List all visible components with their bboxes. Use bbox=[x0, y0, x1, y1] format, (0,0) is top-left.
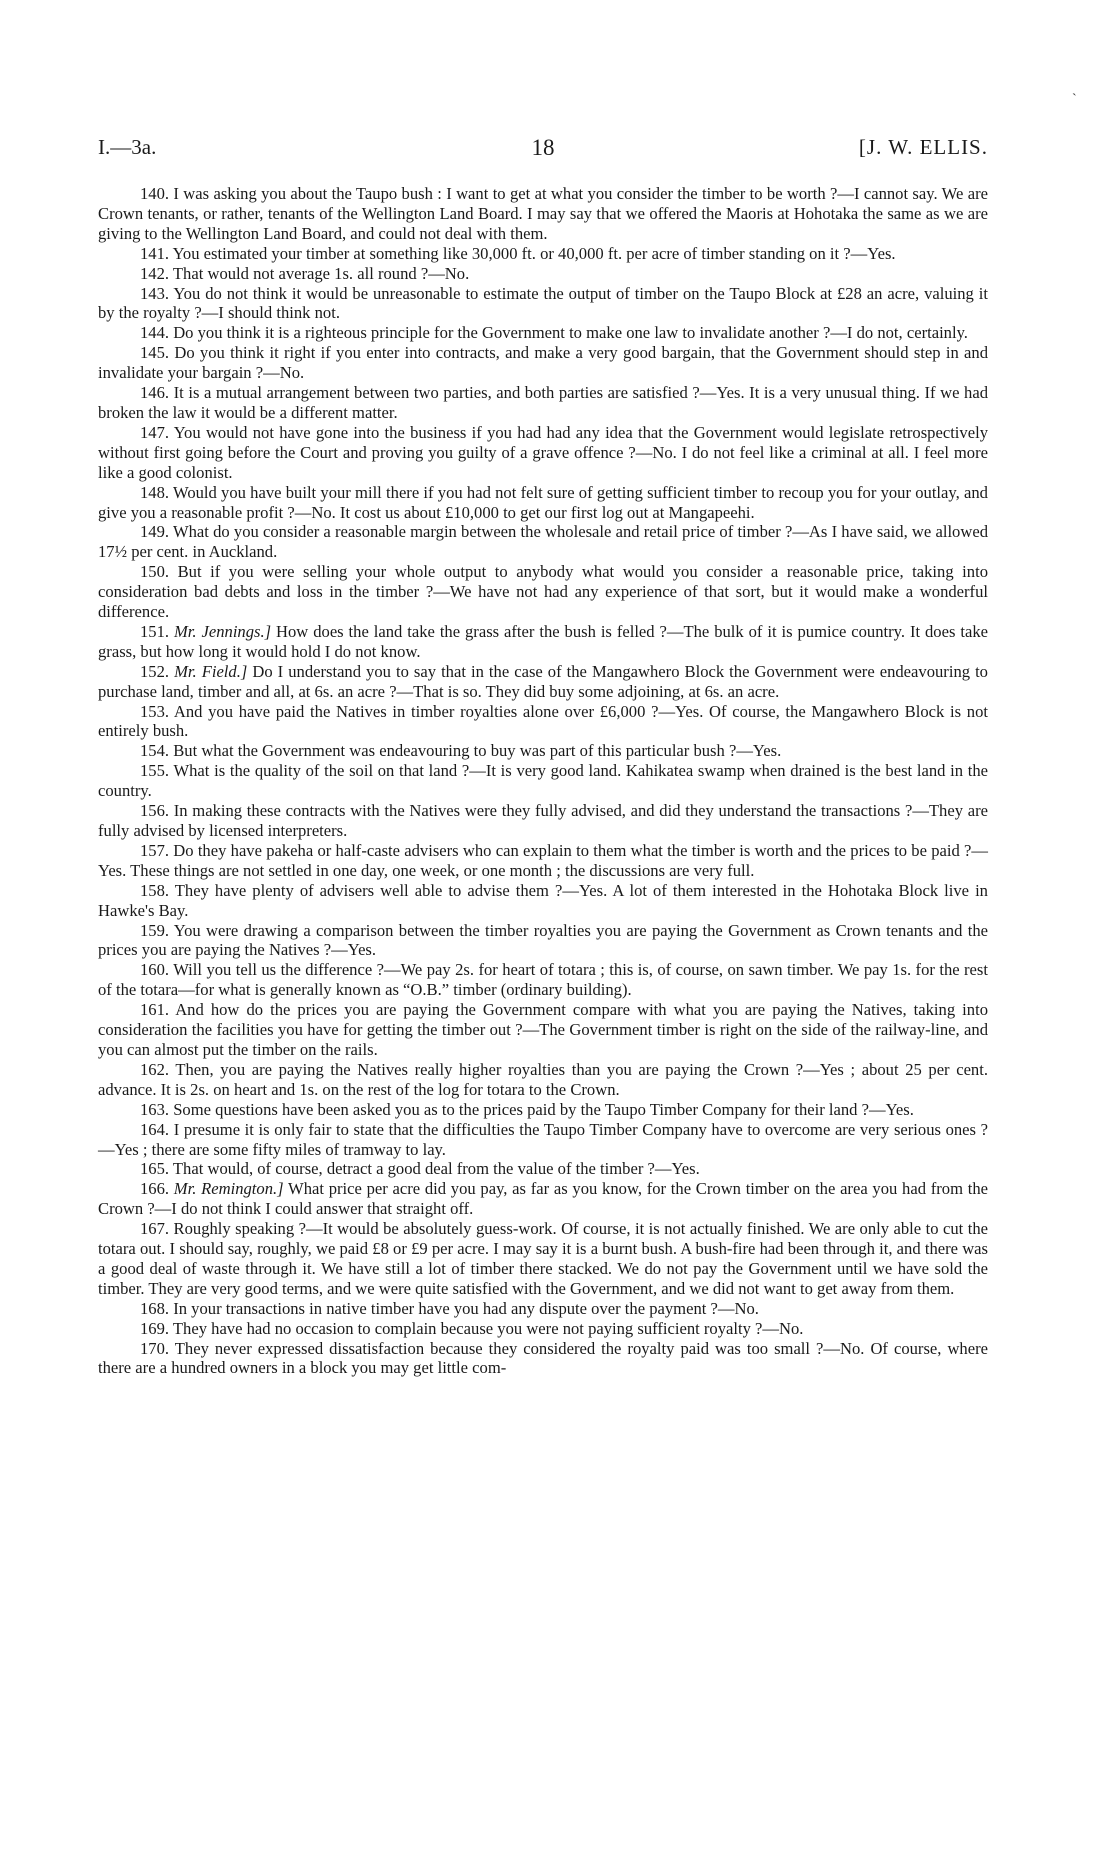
question-text: That would, of course, detract a good deal from the value of the timber ?—Yes. bbox=[172, 1159, 700, 1179]
question-text: Do you think it is a righteous principle for the Government to make one law to invalidate another ?—I do not, certainly. bbox=[173, 323, 968, 343]
question-number: 142. bbox=[140, 263, 170, 283]
question-paragraph bbox=[98, 323, 988, 343]
question-paragraph bbox=[98, 562, 988, 622]
question-text: They have plenty of advisers well able to advise them ?—Yes. A lot of them interested in the Hohotaka Block live in Hawke's Bay. bbox=[98, 880, 988, 920]
question-paragraph bbox=[98, 662, 988, 702]
question-paragraph bbox=[98, 1299, 988, 1319]
question-number: 140. bbox=[140, 184, 170, 203]
question-number: 170. bbox=[140, 1338, 170, 1358]
question-number: 153. bbox=[140, 701, 170, 721]
question-text: I presume it is only fair to state that the difficulties the Taupo Timber Company have to overcome are very serious ones ?—Yes ; there are some fifty miles of tramway to lay. bbox=[98, 1119, 988, 1159]
speaker-name: Mr. Field.] bbox=[174, 661, 248, 681]
page-number: 18 bbox=[531, 135, 555, 160]
question-number: 159. bbox=[140, 920, 170, 940]
page-header bbox=[98, 135, 988, 165]
question-paragraph bbox=[98, 1159, 988, 1179]
question-number: 168. bbox=[140, 1298, 170, 1318]
question-text: I was asking you about the Taupo bush : I want to get at what you consider the timber to be worth ?—I cannot say. We are Crown tenants, or rather, tenants of the Wellington Land Board. I may say that we offered the Maoris at Hohotaka the same as we are giving to the Wellington Land Board, and could not deal with them. bbox=[98, 184, 988, 243]
question-paragraph bbox=[98, 741, 988, 761]
question-number: 144. bbox=[140, 323, 170, 343]
question-paragraph bbox=[98, 1339, 988, 1379]
question-paragraph bbox=[98, 423, 988, 483]
question-paragraph bbox=[98, 264, 988, 284]
question-number: 155. bbox=[140, 761, 170, 781]
question-paragraph bbox=[98, 483, 988, 523]
question-text: Do they have pakeha or half-caste advisers who can explain to them what the timber is worth and the prices to be paid ?—Yes. These things are not settled in one day, one week, or one month ; the discussions are very full. bbox=[98, 840, 988, 880]
question-text: How does the land take the grass after the bush is felled ?—The bulk of it is pumice country. It does take grass, but how long it would hold I do not know. bbox=[98, 621, 988, 661]
document-reference: I.—3a. bbox=[98, 135, 157, 159]
question-text: Then, you are paying the Natives really higher royalties than you are paying the Crown ?—Yes ; about 25 per cent. advance. It is 2s. on heart and 1s. on the rest of the log for totara to the Crown. bbox=[98, 1059, 988, 1099]
question-number: 167. bbox=[140, 1219, 170, 1239]
question-number: 154. bbox=[140, 741, 170, 761]
question-text: But if you were selling your whole output to anybody what would you consider a reasonable price, taking into consideration bad debts and loss in the timber ?—We have not had any experience of that sort, but it would make a wonderful difference. bbox=[98, 562, 988, 622]
question-paragraph bbox=[98, 184, 988, 244]
question-text: What is the quality of the soil on that land ?—It is very good land. Kahikatea swamp when drained is the best land in the country. bbox=[98, 761, 988, 801]
question-number: 161. bbox=[140, 1000, 170, 1020]
question-number: 169. bbox=[140, 1318, 170, 1338]
question-paragraph bbox=[98, 1219, 988, 1299]
question-paragraph bbox=[98, 921, 988, 961]
question-text: Do I understand you to say that in the case of the Mangawhero Block the Government were endeavouring to purchase land, timber and all, at 6s. an acre ?—That is so. They did buy some adjoining, at 6s. an acre. bbox=[98, 661, 988, 701]
question-text: Roughly speaking ?—It would be absolutely guess-work. Of course, it is not actually finished. We are only able to cut the totara out. I should say, roughly, we paid £8 or £9 per acre. I may say it is a burnt bush. A bush-fire had been through it, and there was a good deal of waste through it. We have still a lot of timber there stacked. We do not pay the Government until we have sold the timber. They are very good terms, and we were quite satisfied with the Government, and we did not want to get away from them. bbox=[98, 1219, 989, 1298]
question-paragraph bbox=[98, 960, 988, 1000]
question-number: 165. bbox=[140, 1159, 170, 1179]
document-body bbox=[98, 184, 988, 1378]
question-number: 143. bbox=[140, 283, 170, 303]
question-text: But what the Government was endeavouring to buy was part of this particular bush ?—Yes. bbox=[173, 741, 782, 761]
question-number: 157. bbox=[140, 840, 170, 860]
question-paragraph bbox=[98, 702, 988, 742]
question-text: In making these contracts with the Natives were they fully advised, and did they understand the transactions ?—They are fully advised by licensed interpreters. bbox=[98, 801, 988, 840]
question-paragraph bbox=[98, 1100, 988, 1120]
question-number: 145. bbox=[140, 343, 170, 363]
speaker-name: Mr. Remington.] bbox=[173, 1179, 284, 1199]
question-paragraph bbox=[98, 1120, 988, 1160]
question-text: They never expressed dissatisfaction because they considered the royalty paid was too small ?—No. Of course, where there are a hundred owners in a block you may get little com- bbox=[98, 1338, 988, 1378]
question-text: You do not think it would be unreasonable to estimate the output of timber on the Taupo Block at £28 an acre, valuing it by the royalty ?—I should think not. bbox=[98, 283, 988, 323]
question-paragraph bbox=[98, 1000, 988, 1060]
question-text: And you have paid the Natives in timber royalties alone over £6,000 ?—Yes. Of course, the Mangawhero Block is not entirely bush. bbox=[98, 701, 989, 741]
question-text: In your transactions in native timber have you had any dispute over the payment ?—No. bbox=[173, 1298, 759, 1318]
question-paragraph bbox=[98, 1060, 988, 1100]
question-number: 147. bbox=[140, 422, 170, 442]
question-paragraph bbox=[98, 881, 988, 921]
question-number: 164. bbox=[140, 1119, 170, 1139]
question-paragraph bbox=[98, 761, 988, 801]
question-text: Some questions have been asked you as to the prices paid by the Taupo Timber Company for their land ?—Yes. bbox=[173, 1099, 914, 1119]
question-paragraph bbox=[98, 801, 988, 841]
question-text: And how do the prices you are paying the Government compare with what you are paying the Natives, taking into consideration the facilities you have for getting the timber out ?—The Government timber is right on the side of the railway-line, and you can almost put the timber on the rails. bbox=[98, 1000, 988, 1059]
question-number: 158. bbox=[140, 880, 170, 900]
question-number: 149. bbox=[140, 522, 170, 542]
question-number: 152. bbox=[140, 661, 170, 681]
question-number: 141. bbox=[140, 243, 170, 263]
question-text: What price per acre did you pay, as far as you know, for the Crown timber on the area you had from the Crown ?—I do not think I could answer that straight off. bbox=[98, 1179, 988, 1219]
question-paragraph bbox=[98, 1179, 988, 1219]
question-paragraph bbox=[98, 622, 988, 662]
question-text: Would you have built your mill there if you had not felt sure of getting sufficient timber to recoup you for your outlay, and give you a reasonable profit ?—No. It cost us about £10,000 to get our first log out at Mangapeehi. bbox=[98, 482, 988, 522]
question-number: 148. bbox=[140, 482, 170, 502]
question-number: 156. bbox=[140, 801, 170, 821]
question-text: That would not average 1s. all round ?—No. bbox=[172, 263, 470, 283]
question-paragraph bbox=[98, 522, 988, 562]
question-paragraph bbox=[98, 284, 988, 324]
question-text: You were drawing a comparison between the timber royalties you are paying the Government as Crown tenants and the prices you are paying the Natives ?—Yes. bbox=[98, 920, 988, 960]
question-number: 160. bbox=[140, 960, 170, 980]
question-text: You would not have gone into the business if you had had any idea that the Government would legislate retrospectively without first going before the Court and proving you guilty of a grave offence ?—No. I do not feel like a criminal at all. I feel more like a good colonist. bbox=[98, 422, 988, 482]
question-text: It is a mutual arrangement between two parties, and both parties are satisfied ?—Yes. It is a very unusual thing. If we had broken the law it would be a different matter. bbox=[98, 383, 989, 422]
question-text: Will you tell us the difference ?—We pay 2s. for heart of totara ; this is, of course, on sawn timber. We pay 1s. for the rest of the totara—for what is generally known as “O.B.” timber (ordinary building). bbox=[98, 960, 988, 1000]
question-number: 151. bbox=[140, 621, 170, 641]
question-text: Do you think it right if you enter into contracts, and make a very good bargain, that the Government should step in and invalidate your bargain ?—No. bbox=[98, 343, 989, 383]
question-paragraph bbox=[98, 841, 988, 881]
question-text: They have had no occasion to complain because you were not paying sufficient royalty ?—No. bbox=[172, 1318, 804, 1338]
question-paragraph bbox=[98, 383, 988, 423]
question-number: 166. bbox=[140, 1179, 170, 1199]
question-paragraph bbox=[98, 343, 988, 383]
question-paragraph bbox=[98, 1319, 988, 1339]
stray-mark: ` bbox=[1072, 92, 1077, 107]
witness-name: [J. W. ELLIS. bbox=[858, 135, 988, 159]
speaker-name: Mr. Jennings.] bbox=[173, 621, 272, 641]
question-number: 163. bbox=[140, 1099, 170, 1119]
question-number: 146. bbox=[140, 383, 170, 403]
question-text: What do you consider a reasonable margin between the wholesale and retail price of timber ?—As I have said, we allowed 17½ per cent. in Auckland. bbox=[98, 522, 989, 562]
question-number: 162. bbox=[140, 1059, 170, 1079]
question-text: You estimated your timber at something like 30,000 ft. or 40,000 ft. per acre of timber standing on it ?—Yes. bbox=[172, 243, 896, 263]
question-number: 150. bbox=[140, 562, 170, 582]
question-paragraph bbox=[98, 244, 988, 264]
